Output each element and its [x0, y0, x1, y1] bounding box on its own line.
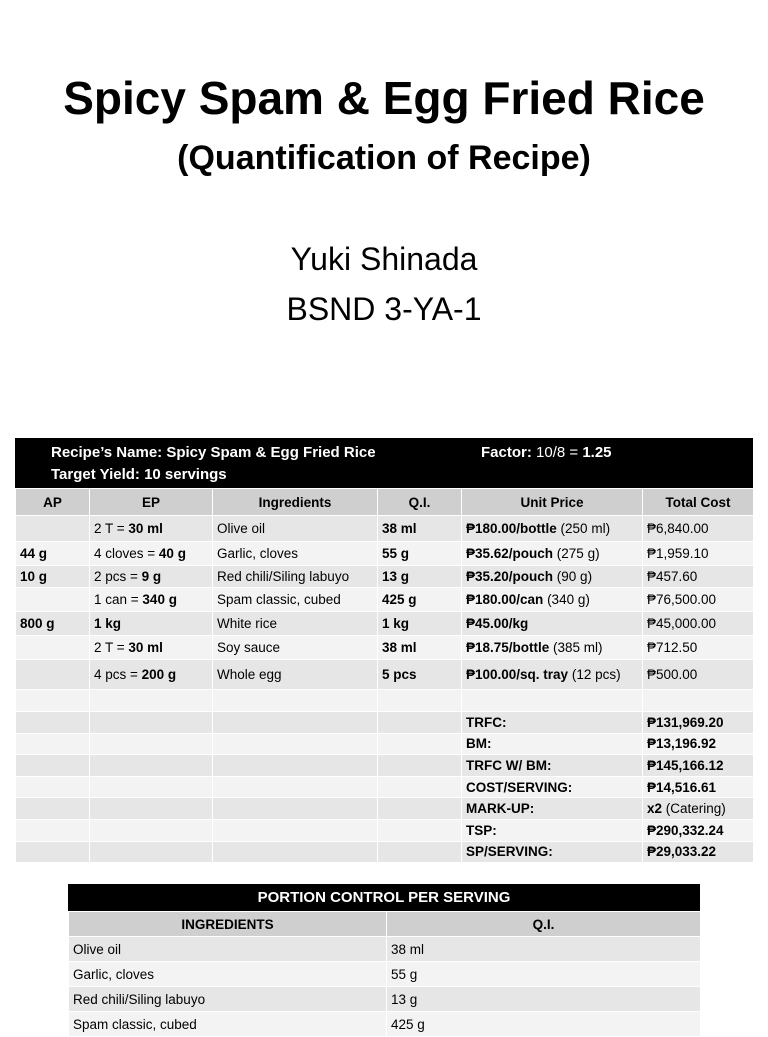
ep-cell: [90, 660, 213, 690]
unit-price: ₱180.00/can: [466, 592, 544, 607]
total-cost-cell: ₱457.60: [643, 566, 754, 588]
summary-label: SP/SERVING:: [462, 841, 643, 863]
qi-cell: 5 pcs: [378, 660, 462, 690]
column-header-qi: Q.I.: [378, 489, 462, 516]
unit-price: ₱35.62/pouch: [466, 546, 554, 561]
portion-row: [69, 962, 701, 987]
ep-amount: 30 ml: [128, 521, 163, 536]
summary-value-cell: [643, 798, 754, 820]
summary-row: [16, 798, 754, 820]
ingredient-cell: Red chili/Siling labuyo: [213, 566, 378, 588]
ingredient-row: [16, 660, 754, 690]
summary-value-cell: [643, 755, 754, 777]
portion-title: PORTION CONTROL PER SERVING: [68, 884, 700, 911]
unit-size: (385 ml): [549, 640, 603, 655]
summary-value: ₱290,332.24: [647, 822, 724, 838]
ap-cell: [16, 516, 90, 542]
summary-value-cell: [643, 841, 754, 863]
summary-value: x2: [647, 801, 663, 817]
ep-cell: [90, 516, 213, 542]
recipe-rows: [16, 516, 754, 863]
qi-cell: 1 kg: [378, 612, 462, 636]
ingredient-cell: Whole egg: [213, 660, 378, 690]
ingredient-row: [16, 516, 754, 542]
summary-value: ₱14,516.61: [647, 779, 717, 795]
factor-value: 1.25: [582, 444, 612, 461]
portion-ingredient: Spam classic, cubed: [69, 1012, 387, 1037]
total-cost-cell: ₱500.00: [643, 660, 754, 690]
ep-cell: [90, 636, 213, 660]
ingredient-row: [16, 588, 754, 612]
portion-control-table: [68, 884, 700, 1037]
unit-price-cell: [462, 542, 643, 566]
recipe-name: Recipe’s Name: Spicy Spam & Egg Fried Rice: [51, 444, 376, 461]
qi-cell: 55 g: [378, 542, 462, 566]
unit-size: (12 pcs): [568, 667, 621, 682]
column-header-total-cost: Total Cost: [643, 489, 754, 516]
summary-value-cell: [643, 776, 754, 798]
portion-ingredient: Red chili/Siling labuyo: [69, 987, 387, 1012]
total-cost-cell: ₱712.50: [643, 636, 754, 660]
total-cost-cell: ₱6,840.00: [643, 516, 754, 542]
ep-cell: [90, 612, 213, 636]
ingredient-row: [16, 636, 754, 660]
total-cost-cell: ₱76,500.00: [643, 588, 754, 612]
portion-header-ingredients: INGREDIENTS: [69, 912, 387, 937]
ep-measure: 1 can =: [94, 592, 143, 607]
summary-value-cell: [643, 819, 754, 841]
ap-cell: 800 g: [16, 612, 90, 636]
ingredient-cell: Garlic, cloves: [213, 542, 378, 566]
summary-label: BM:: [462, 733, 643, 755]
recipe-costing-table: [15, 438, 753, 863]
factor-expression: 10/8 =: [536, 444, 579, 461]
ingredient-row: [16, 542, 754, 566]
ep-measure: 2 T =: [94, 521, 129, 536]
recipe-header-bar: [15, 438, 753, 488]
column-header-ingredients: Ingredients: [213, 489, 378, 516]
column-header-unit-price: Unit Price: [462, 489, 643, 516]
column-header-ap: AP: [16, 489, 90, 516]
unit-size: (340 g): [543, 592, 590, 607]
unit-price-cell: [462, 588, 643, 612]
ep-measure: 4 cloves =: [94, 546, 159, 561]
ingredient-row: [16, 612, 754, 636]
recipe-column-headers: [16, 489, 754, 516]
summary-value: ₱13,196.92: [647, 736, 717, 752]
blank-row: [16, 690, 754, 712]
summary-label: COST/SERVING:: [462, 776, 643, 798]
unit-price-cell: [462, 660, 643, 690]
ingredient-row: [16, 566, 754, 588]
ep-measure: 4 pcs =: [94, 667, 142, 682]
unit-price: ₱180.00/bottle: [466, 521, 557, 536]
portion-qi: 13 g: [387, 987, 701, 1012]
class-section: BSND 3-YA-1: [286, 291, 482, 327]
summary-note: (Catering): [662, 801, 726, 817]
summary-row: [16, 776, 754, 798]
ep-amount: 340 g: [142, 592, 177, 607]
factor-prefix: Factor:: [481, 444, 532, 461]
unit-price: ₱35.20/pouch: [466, 569, 554, 584]
summary-label: TRFC:: [462, 712, 643, 734]
ep-cell: [90, 588, 213, 612]
summary-row: [16, 755, 754, 777]
ingredient-cell: Olive oil: [213, 516, 378, 542]
portion-row: [69, 1012, 701, 1037]
unit-price-cell: [462, 636, 643, 660]
ap-cell: [16, 636, 90, 660]
qi-cell: 425 g: [378, 588, 462, 612]
ap-cell: [16, 588, 90, 612]
portion-grid: [68, 911, 701, 1037]
portion-column-headers: [69, 912, 701, 937]
ep-amount: 1 kg: [94, 616, 122, 631]
qi-cell: 13 g: [378, 566, 462, 588]
portion-header-qi: Q.I.: [387, 912, 701, 937]
qi-cell: 38 ml: [378, 636, 462, 660]
unit-size: (90 g): [553, 569, 593, 584]
ep-cell: [90, 566, 213, 588]
page-subtitle: (Quantification of Recipe): [177, 139, 591, 177]
qi-cell: 38 ml: [378, 516, 462, 542]
portion-qi: 425 g: [387, 1012, 701, 1037]
summary-value: ₱145,166.12: [647, 757, 724, 773]
portion-qi: 38 ml: [387, 937, 701, 962]
ep-amount: 9 g: [141, 569, 162, 584]
total-cost-cell: ₱1,959.10: [643, 542, 754, 566]
summary-row: [16, 712, 754, 734]
summary-value: ₱131,969.20: [647, 714, 724, 730]
summary-row: [16, 841, 754, 863]
ep-measure: 2 T =: [94, 640, 129, 655]
portion-row: [69, 937, 701, 962]
column-header-ep: EP: [90, 489, 213, 516]
ingredient-cell: White rice: [213, 612, 378, 636]
summary-label: TSP:: [462, 819, 643, 841]
ingredient-cell: Spam classic, cubed: [213, 588, 378, 612]
portion-row: [69, 987, 701, 1012]
summary-value: ₱29,033.22: [647, 844, 717, 860]
unit-price-cell: [462, 612, 643, 636]
summary-label: MARK-UP:: [462, 798, 643, 820]
ingredient-cell: Soy sauce: [213, 636, 378, 660]
recipe-grid: [15, 488, 754, 863]
ep-amount: 200 g: [141, 667, 177, 682]
ep-measure: 2 pcs =: [94, 569, 142, 584]
unit-size: (275 g): [553, 546, 600, 561]
target-yield: Target Yield: 10 servings: [51, 466, 227, 483]
summary-row: [16, 733, 754, 755]
unit-price: ₱18.75/bottle: [466, 640, 550, 655]
author-name: Yuki Shinada: [290, 241, 478, 277]
ep-cell: [90, 542, 213, 566]
portion-ingredient: Olive oil: [69, 937, 387, 962]
portion-qi: 55 g: [387, 962, 701, 987]
ap-cell: 44 g: [16, 542, 90, 566]
unit-price-cell: [462, 566, 643, 588]
ap-cell: 10 g: [16, 566, 90, 588]
summary-row: [16, 819, 754, 841]
factor: [481, 444, 612, 461]
page-title: Spicy Spam & Egg Fried Rice: [63, 72, 705, 124]
unit-price: ₱100.00/sq. tray: [466, 667, 569, 682]
ap-cell: [16, 660, 90, 690]
unit-size: (250 ml): [556, 521, 611, 536]
portion-rows: [69, 937, 701, 1037]
ep-amount: 40 g: [158, 546, 186, 561]
total-cost-cell: ₱45,000.00: [643, 612, 754, 636]
unit-price-cell: [462, 516, 643, 542]
unit-price: ₱45.00/kg: [466, 616, 529, 631]
summary-label: TRFC W/ BM:: [462, 755, 643, 777]
portion-ingredient: Garlic, cloves: [69, 962, 387, 987]
ep-amount: 30 ml: [128, 640, 163, 655]
summary-value-cell: [643, 712, 754, 734]
summary-value-cell: [643, 733, 754, 755]
